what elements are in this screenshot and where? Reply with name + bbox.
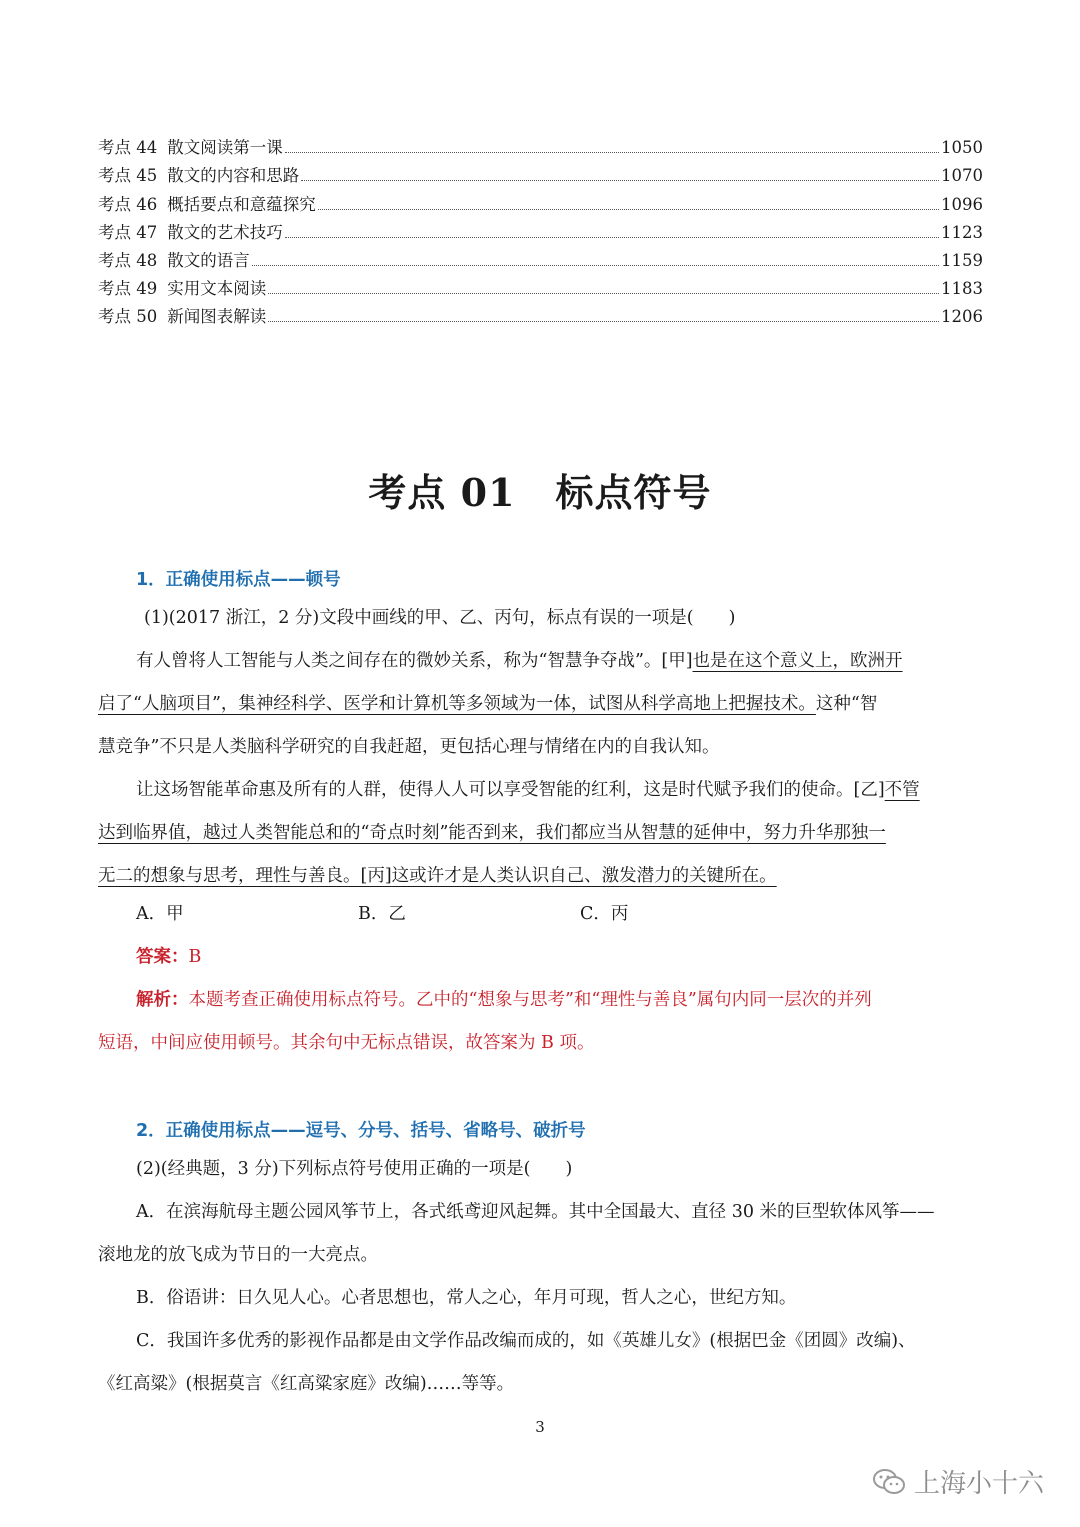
option-b[interactable]: B．乙: [358, 904, 406, 924]
wechat-icon: [872, 1468, 906, 1496]
analysis-label: 解析：: [136, 990, 189, 1010]
toc-label: 考点 44: [98, 138, 158, 158]
option-line: A．在滨海航母主题公园风筝节上，各式纸鸢迎风起舞。其中全国最大、直径 30 米的巨型软体风筝——: [136, 1202, 935, 1222]
toc-page: 1096: [941, 194, 983, 214]
toc-label: 考点 50: [98, 307, 158, 327]
question-1: (1)(2017 浙江，2 分)文段中画线的甲、乙、丙句，标点有误的一项是( ): [144, 608, 736, 628]
toc-page: 1070: [941, 166, 983, 186]
toc-leader-dots: [268, 321, 939, 322]
toc-page: 1183: [941, 279, 983, 299]
question-2: (2)(经典题，3 分)下列标点符号使用正确的一项是( ): [136, 1159, 573, 1179]
answer-label: 答案：: [136, 947, 189, 967]
toc-title: 实用文本阅读: [167, 279, 267, 299]
toc-title: 散文的内容和思路: [167, 166, 300, 186]
answer-options: [136, 893, 628, 936]
answer-value: B: [188, 947, 202, 967]
toc-title: 概括要点和意蕴探究: [167, 194, 316, 214]
underlined-sentence: 无二的想象与思考，理性与善良。[丙]: [98, 866, 392, 886]
option-line: 《红高粱》(根据莫言《红高粱家庭》改编)……等等。: [98, 1374, 515, 1394]
section-heading-2: 2．正确使用标点——逗号、分号、括号、省略号、破折号: [136, 1121, 586, 1141]
toc-leader-dots: [285, 237, 939, 238]
toc-leader-dots: [252, 265, 939, 266]
section-heading-1: 1．正确使用标点——顿号: [136, 570, 341, 590]
watermark-text: 上海小十六: [913, 1469, 1044, 1499]
toc-leader-dots: [318, 209, 939, 210]
option-c[interactable]: C．丙: [580, 904, 629, 924]
toc-row[interactable]: [98, 244, 983, 272]
passage-line: [98, 855, 983, 898]
passage-text: 让这场智能革命惠及所有的人群，使得人人可以享受智能的红利，这是时代赋予我们的使命。[乙]: [136, 780, 885, 800]
toc-row[interactable]: [98, 131, 983, 159]
passage-text: 有人曾将人工智能与人类之间存在的微妙关系，称为“智慧争夺战”。[甲]: [136, 651, 693, 671]
passage-text: 这种“智: [815, 694, 878, 714]
passage-line: [136, 640, 1021, 683]
underlined-sentence: 这或许才是人类认识自己、激发潜力的关键所在。: [391, 866, 777, 886]
toc-row[interactable]: [98, 300, 983, 328]
toc-leader-dots: [301, 180, 939, 181]
toc-row[interactable]: [98, 272, 983, 300]
toc-leader-dots: [268, 293, 939, 294]
underlined-sentence: 不管: [884, 780, 920, 800]
toc-title: 散文阅读第一课: [167, 138, 283, 158]
chapter-number: 考点 01: [368, 470, 516, 515]
option-line: C．我国许多优秀的影视作品都是由文学作品改编而成的，如《英雄儿女》(根据巴金《团圆》改编)、: [136, 1331, 916, 1351]
toc-page: 1050: [941, 138, 983, 158]
toc-title: 散文的语言: [167, 250, 250, 270]
option-a[interactable]: A．甲: [136, 904, 184, 924]
analysis-line: 短语，中间应使用顿号。其余句中无标点错误，故答案为 B 项。: [98, 1033, 595, 1053]
toc-row[interactable]: [98, 216, 983, 244]
passage-line: [98, 683, 983, 726]
option-line: B．俗语讲：日久见人心。心者思想也，常人之心，年月可现，哲人之心，世纪方知。: [136, 1288, 797, 1308]
table-of-contents: [98, 131, 983, 328]
toc-page: 1159: [941, 250, 983, 270]
toc-title: 新闻图表解读: [167, 307, 267, 327]
passage-line: 慧竞争”不只是人类脑科学研究的自我赶超，更包括心理与情绪在内的自我认知。: [98, 737, 720, 757]
underlined-sentence: 达到临界值，越过人类智能总和的“奇点时刻”能否到来，我们都应当从智慧的延伸中，努力升华那独一: [98, 823, 886, 843]
option-line: 滚地龙的放飞成为节日的一大亮点。: [98, 1245, 378, 1265]
toc-page: 1123: [941, 222, 983, 242]
analysis-line: [136, 979, 1021, 1022]
answer-line: [136, 936, 1021, 979]
toc-label: 考点 49: [98, 279, 158, 299]
underlined-sentence: 也是在这个意义上，欧洲开: [692, 651, 903, 671]
underlined-sentence: 启了“人脑项目”，集神经科学、医学和计算机等多领域为一体，试图从科学高地上把握技术。: [98, 694, 816, 714]
toc-label: 考点 46: [98, 194, 158, 214]
chapter-name: 标点符号: [555, 470, 712, 515]
toc-row[interactable]: [98, 187, 983, 215]
analysis-text: 本题考查正确使用标点符号。乙中的“想象与思考”和“理性与善良”属句内同一层次的并列: [188, 990, 872, 1010]
toc-label: 考点 47: [98, 222, 158, 242]
toc-page: 1206: [941, 307, 983, 327]
passage-line: [136, 769, 1021, 812]
watermark: [872, 1463, 1044, 1500]
chapter-title: [0, 462, 1080, 517]
toc-title: 散文的艺术技巧: [167, 222, 283, 242]
toc-row[interactable]: [98, 159, 983, 187]
toc-label: 考点 45: [98, 166, 158, 186]
page-number: 3: [535, 1418, 545, 1436]
toc-label: 考点 48: [98, 250, 158, 270]
toc-leader-dots: [285, 152, 939, 153]
